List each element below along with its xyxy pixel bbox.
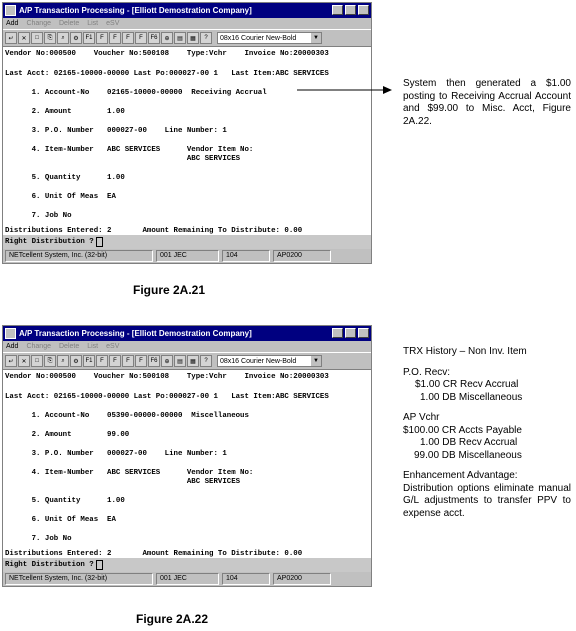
toolbar xyxy=(3,29,371,47)
trx-history-note xyxy=(403,346,571,520)
ap-window-1 xyxy=(2,2,372,264)
status-bar xyxy=(3,572,371,586)
note-system-posting: System then generated a $1.00 posting to Receiving Accrual Account and $99.00 to Misc. Acct, Figure 2A.22. xyxy=(403,78,571,127)
cursor xyxy=(96,237,103,247)
po-line: 1.00 DB Miscellaneous xyxy=(420,391,523,403)
header-line: Vendor No:000500 Voucher No:500108 Type:Vchr Invoice No:20000303 xyxy=(5,373,329,381)
enter-icon[interactable]: ↵ xyxy=(5,32,17,44)
f3-icon[interactable]: F xyxy=(109,32,121,44)
menu-change[interactable]: Change xyxy=(26,343,51,350)
status-company: NETcellent System, Inc. (32-bit) xyxy=(5,250,153,262)
help-icon[interactable]: ? xyxy=(200,32,212,44)
last-acct-line: Last Acct: 02165-10000-00000 Last Po:000027-00 1 Last Item:ABC SERVICES xyxy=(5,393,329,401)
status-number: 104 xyxy=(222,573,270,585)
menu-bar xyxy=(3,18,371,29)
status-user: 001 JEC xyxy=(156,250,219,262)
distribution-prompt-label: Right Distribution ? xyxy=(5,561,94,569)
enter-icon[interactable]: ↵ xyxy=(5,355,17,367)
status-company: NETcellent System, Inc. (32-bit) xyxy=(5,573,153,585)
status-program: AP0200 xyxy=(273,573,331,585)
font-select[interactable] xyxy=(217,355,322,367)
status-program: AP0200 xyxy=(273,250,331,262)
field-job[interactable]: 7. Job No xyxy=(5,212,72,220)
advantage-heading: Enhancement Advantage: xyxy=(403,470,518,481)
menu-delete[interactable]: Delete xyxy=(59,343,80,350)
ap-line: 99.00 DB Miscellaneous xyxy=(414,449,522,461)
menu-delete[interactable]: Delete xyxy=(59,20,80,27)
field-amount[interactable]: 2. Amount 1.00 xyxy=(5,108,125,116)
menu-bar xyxy=(3,341,371,352)
maximize-button[interactable] xyxy=(345,328,356,338)
print-icon[interactable]: ▤ xyxy=(174,32,186,44)
zoom-icon[interactable]: ⊕ xyxy=(161,32,173,44)
f4-icon[interactable]: F xyxy=(122,355,134,367)
vendor-item-value: ABC SERVICES xyxy=(5,478,241,486)
title-bar xyxy=(3,326,371,341)
field-account[interactable]: 1. Account-No 02165-10000-00000 Receiving Accrual xyxy=(5,89,267,97)
trx-history-title: TRX History – Non Inv. Item xyxy=(403,346,527,357)
menu-esv[interactable]: eSV xyxy=(106,20,120,27)
f5-icon[interactable]: F xyxy=(135,32,147,44)
field-unit[interactable]: 6. Unit Of Meas EA xyxy=(5,516,116,524)
field-quantity[interactable]: 5. Quantity 1.00 xyxy=(5,174,125,182)
zoom-icon[interactable]: ⊕ xyxy=(161,355,173,367)
figure-caption-1: Figure 2A.21 xyxy=(133,283,206,297)
help-icon[interactable]: ? xyxy=(200,355,212,367)
arrow-icon xyxy=(295,84,395,96)
f3-icon[interactable]: F xyxy=(109,355,121,367)
search-icon[interactable]: ⌕ xyxy=(57,32,69,44)
copy-icon[interactable]: ⎘ xyxy=(44,32,56,44)
f6-icon[interactable]: F6 xyxy=(148,355,160,367)
font-select-value: 08x16 Courier New-Bold xyxy=(220,357,297,365)
menu-esv[interactable]: eSV xyxy=(106,343,120,350)
window-icon[interactable]: □ xyxy=(31,355,43,367)
terminal-screen xyxy=(3,370,371,558)
f6-icon[interactable]: F6 xyxy=(148,32,160,44)
f1-icon[interactable]: F1 xyxy=(83,32,95,44)
field-po-number[interactable]: 3. P.O. Number 000027-00 Line Number: 1 xyxy=(5,127,227,135)
menu-add[interactable]: Add xyxy=(6,20,19,27)
figure-caption-2: Figure 2A.22 xyxy=(136,612,209,626)
distribution-prompt[interactable] xyxy=(3,558,371,572)
window-title: A/P Transaction Processing - [Elliott Demostration Company] xyxy=(19,329,252,338)
calc-icon[interactable]: ▦ xyxy=(187,32,199,44)
window-title: A/P Transaction Processing - [Elliott Demostration Company] xyxy=(19,6,252,15)
last-acct-line: Last Acct: 02165-10000-00000 Last Po:000027-00 1 Last Item:ABC SERVICES xyxy=(5,70,329,78)
field-unit[interactable]: 6. Unit Of Meas EA xyxy=(5,193,116,201)
font-select-value: 08x16 Courier New-Bold xyxy=(220,34,297,42)
ap-window-2 xyxy=(2,325,372,587)
maximize-button[interactable] xyxy=(345,5,356,15)
settings-icon[interactable]: ⚙ xyxy=(70,355,82,367)
header-line: Vendor No:000500 Voucher No:500108 Type:Vchr Invoice No:20000303 xyxy=(5,50,329,58)
f2-icon[interactable]: F xyxy=(96,32,108,44)
field-item-number[interactable]: 4. Item-Number ABC SERVICES Vendor Item No: xyxy=(5,469,254,477)
menu-change[interactable]: Change xyxy=(26,20,51,27)
minimize-button[interactable] xyxy=(332,328,343,338)
f5-icon[interactable]: F xyxy=(135,355,147,367)
app-icon xyxy=(5,328,16,339)
close-button[interactable] xyxy=(358,5,369,15)
toolbar xyxy=(3,352,371,370)
print-icon[interactable]: ▤ xyxy=(174,355,186,367)
copy-icon[interactable]: ⎘ xyxy=(44,355,56,367)
distributions-line: Distributions Entered: 2 Amount Remaining To Distribute: 0.00 xyxy=(5,550,303,558)
cancel-icon[interactable]: ✕ xyxy=(18,355,30,367)
field-quantity[interactable]: 5. Quantity 1.00 xyxy=(5,497,125,505)
menu-add[interactable]: Add xyxy=(6,343,19,350)
terminal-screen xyxy=(3,47,371,235)
close-button[interactable] xyxy=(358,328,369,338)
calc-icon[interactable]: ▦ xyxy=(187,355,199,367)
title-bar xyxy=(3,3,371,18)
field-item-number[interactable]: 4. Item-Number ABC SERVICES Vendor Item No: xyxy=(5,146,254,154)
font-select[interactable] xyxy=(217,32,322,44)
cancel-icon[interactable]: ✕ xyxy=(18,32,30,44)
menu-list[interactable]: List xyxy=(87,343,99,350)
settings-icon[interactable]: ⚙ xyxy=(70,32,82,44)
f1-icon[interactable]: F1 xyxy=(83,355,95,367)
f2-icon[interactable]: F xyxy=(96,355,108,367)
distribution-prompt[interactable] xyxy=(3,235,371,249)
search-icon[interactable]: ⌕ xyxy=(57,355,69,367)
ap-vchr-heading: AP Vchr xyxy=(403,412,440,423)
field-amount[interactable]: 2. Amount 99.00 xyxy=(5,431,130,439)
status-number: 104 xyxy=(222,250,270,262)
app-icon xyxy=(5,5,16,16)
distribution-prompt-label: Right Distribution ? xyxy=(5,238,94,246)
field-job[interactable]: 7. Job No xyxy=(5,535,72,543)
po-recv-heading: P.O. Recv: xyxy=(403,366,451,378)
chevron-down-icon[interactable]: ▼ xyxy=(311,33,321,43)
minimize-button[interactable] xyxy=(332,5,343,15)
field-account[interactable]: 1. Account-No 05390-00000-00000 Miscellaneous xyxy=(5,412,249,420)
ap-line: 1.00 DB Recv Accrual xyxy=(420,437,518,448)
advantage-text: Distribution options eliminate manual G/L adjustments to transfer PPV to expense acct. xyxy=(403,482,571,519)
ap-line: $100.00 CR Accts Payable xyxy=(403,424,522,436)
menu-list[interactable]: List xyxy=(87,20,99,27)
f4-icon[interactable]: F xyxy=(122,32,134,44)
chevron-down-icon[interactable]: ▼ xyxy=(311,356,321,366)
vendor-item-value: ABC SERVICES xyxy=(5,155,241,163)
window-icon[interactable]: □ xyxy=(31,32,43,44)
po-line: $1.00 CR Recv Accrual xyxy=(415,379,519,390)
field-po-number[interactable]: 3. P.O. Number 000027-00 Line Number: 1 xyxy=(5,450,227,458)
distributions-line: Distributions Entered: 2 Amount Remaining To Distribute: 0.00 xyxy=(5,227,303,235)
status-bar xyxy=(3,249,371,263)
status-user: 001 JEC xyxy=(156,573,219,585)
cursor xyxy=(96,560,103,570)
